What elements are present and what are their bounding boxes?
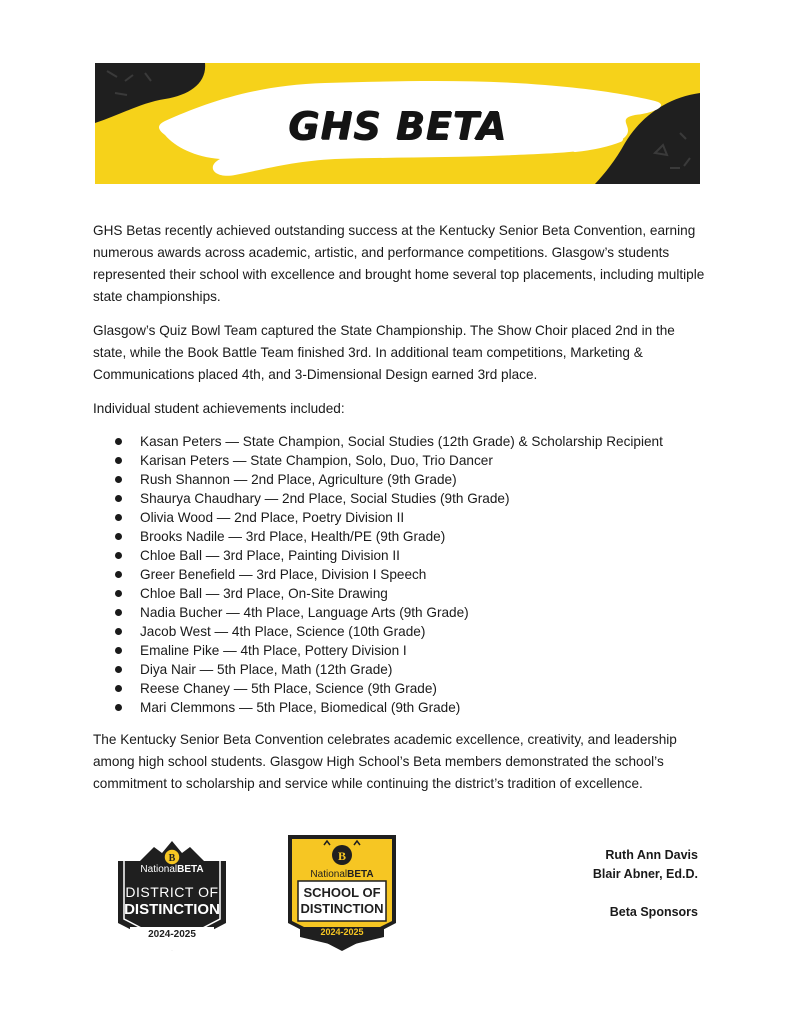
list-item: Rush Shannon — 2nd Place, Agriculture (9th Grade) bbox=[115, 470, 708, 489]
svg-text:B: B bbox=[168, 853, 176, 864]
bullet-icon bbox=[115, 571, 122, 578]
badge-line1: DISTRICT OF bbox=[125, 884, 219, 900]
badge-years: 2024-2025 bbox=[320, 927, 364, 937]
list-item: Chloe Ball — 3rd Place, Painting Division II bbox=[115, 546, 708, 565]
badge-line1: SCHOOL OF bbox=[303, 885, 381, 900]
list-item: Mari Clemmons — 5th Place, Biomedical (9th Grade) bbox=[115, 698, 708, 717]
bullet-icon bbox=[115, 552, 122, 559]
bullet-icon bbox=[115, 685, 122, 692]
bullet-icon bbox=[115, 438, 122, 445]
bullet-icon bbox=[115, 590, 122, 597]
sponsors-block bbox=[593, 846, 698, 922]
school-of-distinction-badge bbox=[280, 831, 404, 955]
sponsors-title: Beta Sponsors bbox=[609, 905, 698, 919]
badge-brand-bold: BETA bbox=[347, 869, 374, 880]
list-item: Kasan Peters — State Champion, Social Studies (12th Grade) & Scholarship Recipient bbox=[115, 432, 708, 451]
intro-paragraph-1: GHS Betas recently achieved outstanding success at the Kentucky Senior Beta Convention, earning numerous awards across academic, artistic, and performance competitions. Glasgow’s students represented their school with excellence and brought home several top placements, including multiple state championships. bbox=[93, 223, 705, 304]
sponsor-name-1: Ruth Ann Davis bbox=[605, 848, 698, 862]
badge-brand-bold: BETA bbox=[177, 864, 204, 875]
bullet-icon bbox=[115, 704, 122, 711]
bullet-icon bbox=[115, 476, 122, 483]
closing-paragraph: The Kentucky Senior Beta Convention celebrates academic excellence, creativity, and leadership among high school students. Glasgow High School’s Beta members demonstrated the school’s commitment to scholarship and service while continuing the district’s tradition of excellence. bbox=[93, 732, 677, 791]
svg-text:B: B bbox=[337, 849, 347, 863]
awards-list bbox=[93, 432, 708, 717]
header-banner bbox=[95, 63, 700, 184]
list-item: Olivia Wood — 2nd Place, Poetry Division II bbox=[115, 508, 708, 527]
list-item: Greer Benefield — 3rd Place, Division I Speech bbox=[115, 565, 708, 584]
bullet-icon bbox=[115, 628, 122, 635]
intro-paragraph-2: Glasgow’s Quiz Bowl Team captured the State Championship. The Show Choir placed 2nd in the state, while the Book Battle Team finished 3rd. In additional team competitions, Marketing & Communications placed 4th, and 3-Dimensional Design earned 3rd place. bbox=[93, 323, 675, 382]
badge-line2: DISTINCTION bbox=[300, 901, 384, 916]
list-item: Brooks Nadile — 3rd Place, Health/PE (9th Grade) bbox=[115, 527, 708, 546]
badge-brand: National bbox=[140, 864, 178, 875]
banner-title: GHS BETA bbox=[288, 104, 507, 148]
district-of-distinction-badge bbox=[110, 831, 234, 955]
bullet-icon bbox=[115, 647, 122, 654]
badge-line2: DISTINCTION bbox=[124, 901, 220, 918]
list-item: Nadia Bucher — 4th Place, Language Arts (9th Grade) bbox=[115, 603, 708, 622]
bullet-icon bbox=[115, 495, 122, 502]
bullet-icon bbox=[115, 533, 122, 540]
list-item: Shaurya Chaudhary — 2nd Place, Social Studies (9th Grade) bbox=[115, 489, 708, 508]
article-body bbox=[93, 220, 708, 807]
list-item: Reese Chaney — 5th Place, Science (9th Grade) bbox=[115, 679, 708, 698]
bullet-icon bbox=[115, 514, 122, 521]
list-item: Emaline Pike — 4th Place, Pottery Division I bbox=[115, 641, 708, 660]
badge-years: 2024-2025 bbox=[148, 929, 196, 940]
list-item: Diya Nair — 5th Place, Math (12th Grade) bbox=[115, 660, 708, 679]
badge-brand: National bbox=[310, 869, 348, 880]
list-item: Chloe Ball — 3rd Place, On-Site Drawing bbox=[115, 584, 708, 603]
sponsor-name-2: Blair Abner, Ed.D. bbox=[592, 867, 698, 881]
bullet-icon bbox=[115, 666, 122, 673]
bullet-icon bbox=[115, 457, 122, 464]
bullet-icon bbox=[115, 609, 122, 616]
intro-paragraph-3: Individual student achievements included: bbox=[93, 401, 345, 416]
list-item: Karisan Peters — State Champion, Solo, Duo, Trio Dancer bbox=[115, 451, 708, 470]
list-item: Jacob West — 4th Place, Science (10th Grade) bbox=[115, 622, 708, 641]
